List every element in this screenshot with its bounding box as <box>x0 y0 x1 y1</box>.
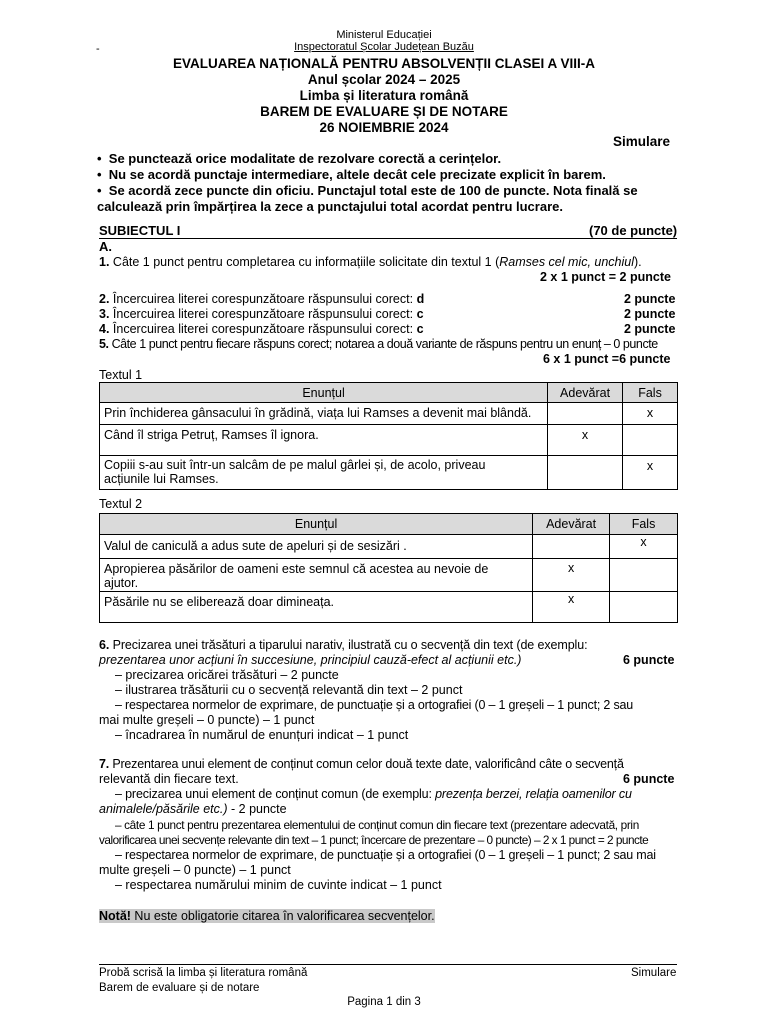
table-row: Păsările nu se eliberează doar dimineața. x <box>100 592 678 623</box>
q7-line2: relevantă din fiecare text. <box>99 772 239 786</box>
school-year: Anul școlar 2024 – 2025 <box>307 72 461 87</box>
barem-title: BAREM DE EVALUARE ȘI DE NOTARE <box>260 104 508 119</box>
inspectorate-name: Inspectoratul Școlar Județean Buzău <box>294 41 474 53</box>
q7-criterion-1: – precizarea unui element de conținut comun (de exemplu: prezența berzei, relația oamenilor cu <box>115 787 632 801</box>
rule-1: • Se punctează orice modalitate de rezolvare corectă a cerințelor. <box>97 151 502 166</box>
q3-score: 2 puncte <box>624 307 676 321</box>
q4-score: 2 puncte <box>624 322 676 336</box>
header-adevarat: Adevărat <box>548 383 623 403</box>
q6-score: 6 puncte <box>623 653 675 667</box>
page-number: Pagina 1 din 3 <box>347 996 421 1008</box>
q7-criterion-3-cont: multe greșeli – 0 puncte) – 1 punct <box>99 863 291 877</box>
q3-line: 3. Încercuirea literei corespunzătoare răspunsului corect: c <box>99 307 424 321</box>
dash-mark: - <box>96 43 100 55</box>
q5-score: 6 x 1 punct =6 puncte <box>543 352 671 366</box>
q7-criterion-1-cont: animalele/păsările etc.) - 2 puncte <box>99 802 287 816</box>
simulare-label: Simulare <box>613 134 671 149</box>
q2-score: 2 puncte <box>624 292 676 306</box>
q6-line2: prezentarea unor acțiuni în succesiune, principiul cauză-efect al acțiunii etc.) <box>99 653 522 667</box>
exam-title: EVALUAREA NAȚIONALĂ PENTRU ABSOLVENȚII CLASEI A VIII-A <box>172 56 595 71</box>
subject-points: (70 de puncte) <box>589 223 678 238</box>
header-fals: Fals <box>610 514 678 535</box>
note: Notă! Nu este obligatorie citarea în valorificarea secvențelor. <box>99 909 435 923</box>
q2-line: 2. Încercuirea literei corespunzătoare răspunsului corect: d <box>99 292 425 306</box>
table-row: Apropierea păsărilor de oameni este semnul că acestea au nevoie de ajutor. x <box>100 559 678 592</box>
q6-criterion-3-cont: mai multe greșeli – 0 puncte) – 1 punct <box>99 713 315 727</box>
q1-line: 1. Câte 1 punct pentru completarea cu informațiile solicitate din textul 1 (Ramses cel mic, unchiul). <box>99 255 642 269</box>
q6-line1: 6. Precizarea unei trăsături a tiparului narativ, ilustrată cu o secvență din text (de exemplu: <box>99 638 588 652</box>
footer-exam: Probă scrisă la limba și literatura română <box>99 967 308 979</box>
table-text2 <box>99 513 678 623</box>
table-row: Copiii s-au suit într-un salcâm de pe malul gârlei și, de acolo, priveau acțiunile lui Ramses. x <box>100 456 678 490</box>
table-row: Când îl striga Petruț, Ramses îl ignora. x <box>100 425 678 456</box>
q7-criterion-2: – câte 1 punct pentru prezentarea elementului de conținut comun din fiecare text (prezentare adecvată, prin <box>115 818 639 832</box>
q7-criterion-4: – respectarea numărului minim de cuvinte indicat – 1 punct <box>115 878 442 892</box>
q5-line: 5. Câte 1 punct pentru fiecare răspuns corect; notarea a două variante de răspuns pentru un enunț – 0 puncte <box>99 337 658 351</box>
subject-name: Limba și literatura română <box>299 88 469 103</box>
q6-criterion-2: – ilustrarea trăsăturii cu o secvență relevantă din text – 2 punct <box>115 683 463 697</box>
table-row: Valul de caniculă a adus sute de apeluri și de sesizări . x <box>100 535 678 559</box>
rule-3-cont: calculează prin împărțirea la zece a punctajului total acordat pentru lucrare. <box>97 199 563 214</box>
header-enunt: Enunțul <box>100 514 533 535</box>
q6-criterion-3: – respectarea normelor de exprimare, de punctuație și a ortografiei (0 – 1 greșeli – 1 punct; 2 sau <box>115 698 633 712</box>
q7-score: 6 puncte <box>623 772 675 786</box>
rule-2: • Nu se acordă punctaje intermediare, altele decât cele precizate explicit în barem. <box>97 167 606 182</box>
q6-criterion-1: – precizarea oricărei trăsături – 2 puncte <box>115 668 339 682</box>
footer-rule <box>99 964 677 965</box>
rule-3: • Se acordă zece puncte din oficiu. Punctajul total este de 100 de puncte. Nota finală se <box>97 183 638 198</box>
section-a: A. <box>99 239 112 254</box>
table-row: Prin închiderea gânsacului în grădină, viața lui Ramses a devenit mai blândă. x <box>100 403 678 425</box>
q4-line: 4. Încercuirea literei corespunzătoare răspunsului corect: c <box>99 322 424 336</box>
q7-line1: 7. Prezentarea unui element de conținut comun celor două texte date, valorificând câte o secvență <box>99 757 624 771</box>
footer-barem: Barem de evaluare și de notare <box>99 982 260 994</box>
q7-criterion-2-cont: valorificarea unei secvențe relevante din text – 1 punct; încercare de prezentare – 0 puncte) – 2 x 1 punct = 2 puncte <box>99 833 649 847</box>
q6-criterion-4: – încadrarea în numărul de enunțuri indicat – 1 punct <box>115 728 409 742</box>
header-enunt: Enunțul <box>100 383 548 403</box>
table2-label: Textul 2 <box>99 497 143 511</box>
q1-score: 2 x 1 punct = 2 puncte <box>540 270 671 284</box>
footer-simulare: Simulare <box>631 967 677 979</box>
q7-criterion-3: – respectarea normelor de exprimare, de punctuație și a ortografiei (0 – 1 greșeli – 1 punct; 2 sau mai <box>115 848 656 862</box>
header-adevarat: Adevărat <box>533 514 610 535</box>
header-fals: Fals <box>623 383 678 403</box>
table-text1 <box>99 382 678 490</box>
ministry-name: Ministerul Educației <box>336 29 432 41</box>
table1-label: Textul 1 <box>99 368 143 382</box>
subject-label: SUBIECTUL I <box>99 223 181 238</box>
subject-underline <box>99 238 677 239</box>
exam-date: 26 NOIEMBRIE 2024 <box>319 120 449 135</box>
